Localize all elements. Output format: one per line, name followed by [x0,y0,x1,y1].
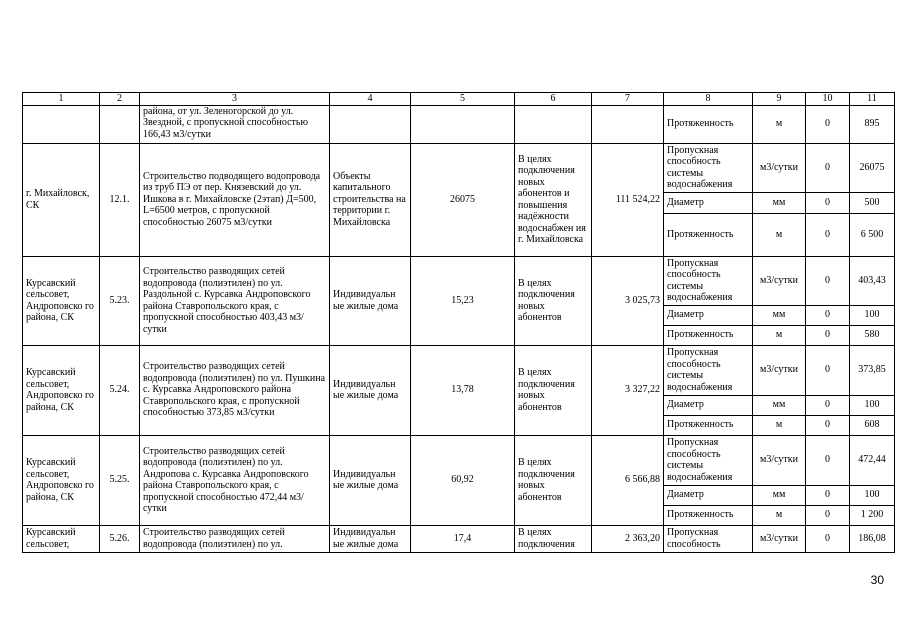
col-header: 8 [664,93,753,106]
description-cell: района, от ул. Зеленогорской до ул. Звездной, с пропускной способностью 166,43 м3/сутки [140,105,330,143]
purpose-cell: В целях подключения новых абонентов [515,435,592,525]
unit-cell: м [753,415,806,435]
param-cell: Диаметр [664,305,753,325]
param-cell: Диаметр [664,485,753,505]
value-cell: 500 [850,192,895,213]
value-cell: 1 200 [850,505,895,525]
item-number-cell: 12.1. [100,143,140,256]
cost-cell [592,105,664,143]
col10-cell: 0 [806,256,850,305]
description-cell: Строительство подводящего водопровода из труб ПЭ от пер. Князевский до ул. Ишкова в г. Михайловске (2этап) Д=500, L=6500 метров, с пропускной способностью 26075 м3/сутки [140,143,330,256]
cost-cell: 2 363,20 [592,525,664,552]
unit-cell: м3/сутки [753,435,806,485]
value-cell: 403,43 [850,256,895,305]
value-cell: 100 [850,305,895,325]
description-cell: Строительство разводящих сетей водопровода (полиэтилен) по ул. Пушкина с. Курсавка Андроповского района Ставропольского края, с пропускной способностью 373,85 м3/сутки [140,345,330,435]
item-number-cell: 5.23. [100,256,140,345]
value-cell: 895 [850,105,895,143]
location-cell: Курсавский сельсовет, Андроповско го района, СК [23,345,100,435]
value-cell: 580 [850,325,895,345]
param-cell: Пропускная способность системы водоснабжения [664,435,753,485]
col10-cell: 0 [806,325,850,345]
cost-cell: 3 327,22 [592,345,664,435]
page-number: 30 [870,573,884,587]
col5-cell: 13,78 [411,345,515,435]
item-number-cell: 5.24. [100,345,140,435]
value-cell: 6 500 [850,213,895,256]
table-row [23,256,895,305]
cost-cell: 111 524,22 [592,143,664,256]
purpose-cell: В целях подключения новых абонентов [515,345,592,435]
unit-cell: м [753,505,806,525]
param-cell: Протяженность [664,105,753,143]
location-cell: г. Михайловск, СК [23,143,100,256]
location-cell [23,105,100,143]
objects-cell: Индивидуальн ые жилые дома [330,435,411,525]
param-cell: Диаметр [664,192,753,213]
col10-cell: 0 [806,213,850,256]
value-cell: 186,08 [850,525,895,552]
col10-cell: 0 [806,192,850,213]
table-row [23,435,895,485]
col10-cell: 0 [806,435,850,485]
unit-cell: м3/сутки [753,256,806,305]
table-row [23,143,895,192]
col-header: 5 [411,93,515,106]
value-cell: 373,85 [850,345,895,395]
param-cell: Протяженность [664,325,753,345]
col-header: 3 [140,93,330,106]
value-cell: 100 [850,485,895,505]
param-cell: Пропускная способность системы водоснабжения [664,345,753,395]
col10-cell: 0 [806,305,850,325]
purpose-cell [515,105,592,143]
param-cell: Диаметр [664,395,753,415]
description-cell: Строительство разводящих сетей водопровода (полиэтилен) по ул. Андропова с. Курсавка Андроповского района Ставропольского края, с пропускной способностью 472,44 м3/сутки [140,435,330,525]
objects-cell [330,105,411,143]
col-header: 7 [592,93,664,106]
unit-cell: мм [753,395,806,415]
col-header: 2 [100,93,140,106]
unit-cell: мм [753,192,806,213]
location-cell: Курсавский сельсовет, Андроповско го района, СК [23,256,100,345]
value-cell: 100 [850,395,895,415]
cost-cell: 3 025,73 [592,256,664,345]
unit-cell: м [753,325,806,345]
col5-cell: 15,23 [411,256,515,345]
col10-cell: 0 [806,395,850,415]
col10-cell: 0 [806,105,850,143]
location-cell: Курсавский сельсовет, Андроповско го района, СК [23,435,100,525]
col5-cell [411,105,515,143]
unit-cell: м3/сутки [753,143,806,192]
col10-cell: 0 [806,505,850,525]
description-cell: Строительство разводящих сетей водопровода (полиэтилен) по ул. Раздольной с. Курсавка Андроповского района Ставропольского края, с пропускной способностью 403,43 м3/сутки [140,256,330,345]
col5-cell: 26075 [411,143,515,256]
col10-cell: 0 [806,485,850,505]
item-number-cell: 5.26. [100,525,140,552]
item-number-cell [100,105,140,143]
col10-cell: 0 [806,415,850,435]
param-cell: Протяженность [664,505,753,525]
unit-cell: мм [753,305,806,325]
objects-cell: Индивидуальн ые жилые дома [330,345,411,435]
unit-cell: м [753,213,806,256]
description-cell: Строительство разводящих сетей водопровода (полиэтилен) по ул. [140,525,330,552]
param-cell: Пропускная способность системы водоснабжения [664,256,753,305]
table-row [23,345,895,395]
objects-cell: Индивидуальн ые жилые дома [330,256,411,345]
param-cell: Пропускная способность [664,525,753,552]
purpose-cell: В целях подключения новых абонентов [515,256,592,345]
value-cell: 472,44 [850,435,895,485]
infrastructure-table [22,92,895,553]
unit-cell: м3/сутки [753,525,806,552]
objects-cell: Объекты капитального строительства на территории г. Михайловска [330,143,411,256]
location-cell: Курсавский сельсовет, [23,525,100,552]
col-header: 6 [515,93,592,106]
unit-cell: м [753,105,806,143]
col10-cell: 0 [806,345,850,395]
param-cell: Протяженность [664,213,753,256]
col-header: 9 [753,93,806,106]
value-cell: 26075 [850,143,895,192]
param-cell: Пропускная способность системы водоснабжения [664,143,753,192]
param-cell: Протяженность [664,415,753,435]
col5-cell: 60,92 [411,435,515,525]
col10-cell: 0 [806,525,850,552]
col-header: 4 [330,93,411,106]
col-header: 10 [806,93,850,106]
table-row [23,525,895,552]
column-number-row [23,93,895,106]
objects-cell: Индивидуальн ые жилые дома [330,525,411,552]
col10-cell: 0 [806,143,850,192]
col-header: 11 [850,93,895,106]
item-number-cell: 5.25. [100,435,140,525]
unit-cell: м3/сутки [753,345,806,395]
unit-cell: мм [753,485,806,505]
purpose-cell: В целях подключения [515,525,592,552]
col5-cell: 17,4 [411,525,515,552]
value-cell: 608 [850,415,895,435]
purpose-cell: В целях подключения новых абонентов и повышения надёжности водоснабжен ия г. Михайловска [515,143,592,256]
col-header: 1 [23,93,100,106]
cost-cell: 6 566,88 [592,435,664,525]
table-row [23,105,895,143]
